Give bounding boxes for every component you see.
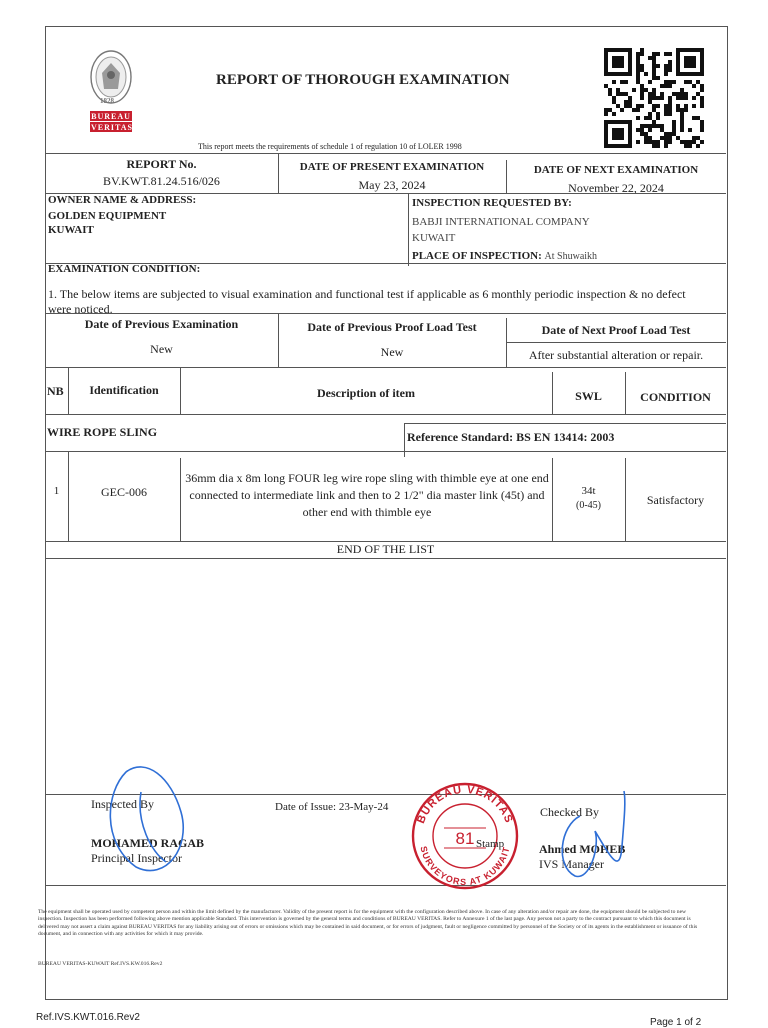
row-condition: Satisfactory [646, 493, 705, 507]
requested-line2: KUWAIT [412, 232, 456, 244]
col-swl-header: SWL [575, 389, 602, 403]
owner-label: OWNER NAME & ADDRESS: [48, 194, 197, 206]
signature-scribble-icon [540, 786, 640, 886]
prev-exam-value: New [150, 342, 173, 356]
col-nb-header: NB [47, 384, 64, 398]
inspector-signature [96, 752, 196, 882]
date-next-label: DATE OF NEXT EXAMINATION [533, 164, 699, 176]
signature-scribble-icon [96, 752, 196, 882]
page-number: Page 1 of 2 [650, 1017, 702, 1028]
checked-by-label: Checked By [540, 805, 599, 819]
report-no-label: REPORT No. [126, 157, 197, 171]
stamp-top-text: BUREAU VERITAS [415, 783, 515, 826]
loler-note: This report meets the requirements of schedule 1 of regulation 10 of LOLER 1998 [198, 142, 462, 151]
prev-exam-header: Date of Previous Examination [84, 317, 239, 331]
row-identification: GEC-006 [101, 485, 147, 499]
col-description-header: Description of item [317, 386, 415, 400]
disclaimer-ref: BUREAU VERITAS-KUWAIT Ref.IVS.KW.016.Rev2 [38, 961, 163, 967]
issue-date-label: Date of Issue: [275, 801, 337, 813]
bureau-veritas-logo [78, 45, 144, 137]
condition-label: EXAMINATION CONDITION: [48, 263, 201, 275]
owner-line1: GOLDEN EQUIPMENT [48, 210, 167, 222]
next-proof-header: Date of Next Proof Load Test [541, 323, 691, 337]
issue-date [275, 801, 388, 813]
next-proof-value: After substantial alteration or repair. [528, 348, 704, 362]
reference-standard: Reference Standard: BS EN 13414: 2003 [407, 430, 615, 444]
logo-year: 1828 [100, 97, 114, 105]
reference-code: Ref.IVS.KWT.016.Rev2 [36, 1012, 140, 1023]
prev-proof-header: Date of Previous Proof Load Test [307, 320, 477, 334]
col-identification-header: Identification [89, 383, 159, 397]
logo-brand-line1: BUREAU [91, 112, 131, 121]
owner-line2: KUWAIT [48, 224, 94, 236]
checker-signature [540, 786, 640, 886]
inspector-name: MOHAMED RAGAB [91, 836, 204, 850]
bureau-veritas-stamp [406, 780, 524, 890]
row-swl-line1: 34t [581, 485, 596, 497]
disclaimer-text: The equipment shall be operated used by competent person and within the limit defined by the manufacturer. Validity of the present report is for the equipment with the configuration described above. In case of any alteration and/or repair are done, the equipment should be subjected to new inspection. Inspection has been performed following above mention applicable Standard. This intervention is governed by the general terms and conditions of BUREAU VERITAS. Refer to Annexure 1 of the last page. Any person not a party to the contract pursuant to which this document is delivered may not assert a claim against BUREAU VERITAS for any liability arising out of errors or omissions which may be contained in said document, or for errors of judgment, fault or negligence committed by personnel of the Society or of its agents in the establishment or issuance of this document, and in connection with any activities for which it may provide. [38, 909, 698, 938]
stamp-seal-icon [406, 780, 524, 890]
date-present-label: DATE OF PRESENT EXAMINATION [299, 161, 485, 173]
logo-brand-line2: VERITAS [91, 123, 133, 132]
requested-label: INSPECTION REQUESTED BY: [412, 197, 572, 209]
row-description: 36mm dia x 8m long FOUR leg wire rope sling with thimble eye at one end connected to intermediate link and then to 2 1/2" dia master link (45t) and other end with thimble eye [185, 471, 549, 519]
report-no-value: BV.KWT.81.24.516/026 [103, 174, 220, 188]
stamp-label: Stamp [476, 838, 505, 850]
svg-text:SURVEYORS AT KUWAIT [418, 845, 511, 887]
stamp-number: 81 [455, 829, 475, 848]
row-swl-line2: (0-45) [576, 500, 601, 511]
checker-name: Ahmed MOHEB [539, 842, 626, 856]
col-condition-header: CONDITION [640, 390, 711, 404]
report-title: REPORT OF THOROUGH EXAMINATION [216, 72, 510, 88]
end-of-list: END OF THE LIST [336, 542, 435, 556]
place-label-text: PLACE OF INSPECTION: [412, 250, 542, 262]
row-nb: 1 [53, 485, 60, 497]
qr-code-icon [604, 48, 704, 148]
category-label: WIRE ROPE SLING [47, 425, 158, 439]
inspector-title: Principal Inspector [91, 851, 182, 865]
place-value: At Shuwaikh [544, 251, 598, 262]
prev-proof-value: New [380, 345, 404, 359]
inspected-by-label: Inspected By [91, 797, 154, 811]
checker-title: IVS Manager [539, 857, 604, 871]
place-label [412, 250, 597, 262]
condition-text: 1. The below items are subjected to visual examination and functional test if applicable as 6 monthly periodic inspection & no defect were noticed. [48, 287, 686, 316]
issue-date-value: 23-May-24 [338, 801, 389, 813]
date-present-value: May 23, 2024 [358, 178, 426, 192]
date-next-value: November 22, 2024 [568, 181, 664, 195]
stamp-bottom-text: SURVEYORS AT KUWAIT [418, 845, 512, 888]
requested-line1: BABJI INTERNATIONAL COMPANY [412, 216, 590, 228]
